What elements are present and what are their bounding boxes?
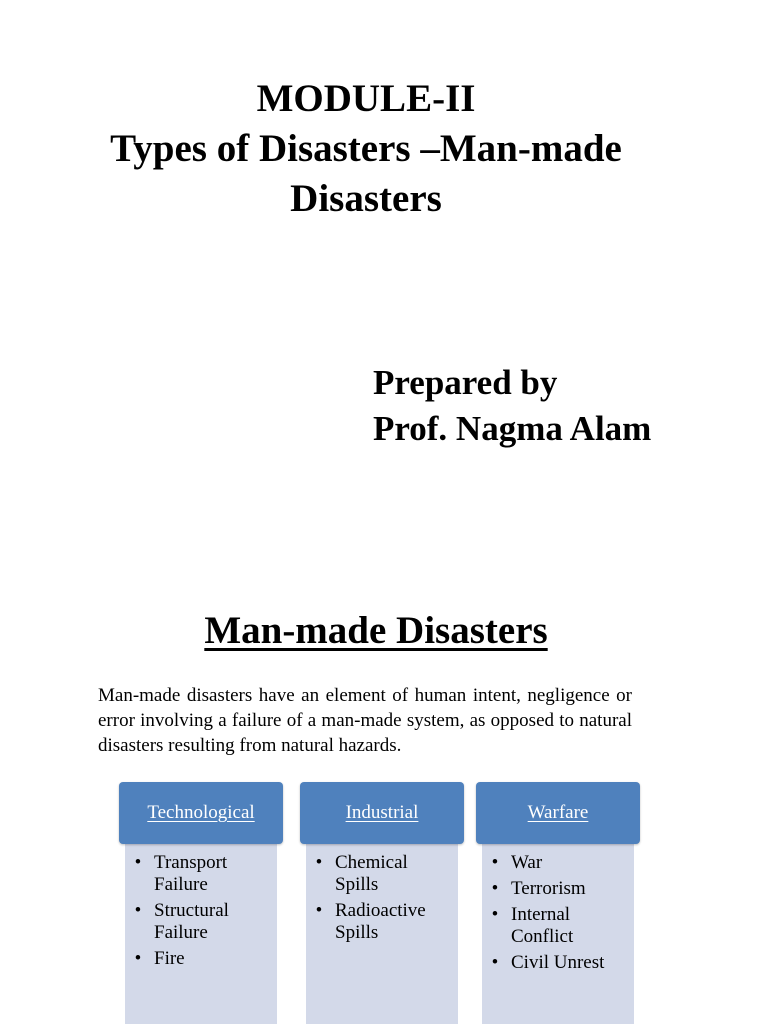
- category-warfare: [476, 782, 646, 1024]
- title-line-2: Types of Disasters –Man-made: [110, 127, 622, 170]
- category-industrial: [300, 782, 470, 1024]
- item-text-cont: Failure: [154, 922, 208, 943]
- list-item: [485, 878, 625, 900]
- list-item: [128, 852, 268, 896]
- category-list: [128, 852, 268, 974]
- item-text: Fire: [154, 948, 185, 969]
- author-credit: [373, 360, 651, 452]
- item-text: War: [511, 852, 543, 873]
- item-text: Internal: [511, 904, 571, 925]
- category-list: [485, 852, 625, 978]
- slide-heading: Man-made Disasters: [204, 609, 548, 652]
- item-text-cont: Spills: [335, 874, 379, 895]
- item-text: Radioactive: [335, 900, 426, 921]
- title-line-3: Disasters: [290, 177, 442, 220]
- list-item: [309, 900, 449, 944]
- author-name: Prof. Nagma Alam: [373, 409, 652, 448]
- bullet-icon: •: [134, 852, 142, 873]
- list-item: [128, 900, 268, 944]
- prepared-by-label: Prepared by: [373, 363, 558, 402]
- item-text-cont: Failure: [154, 874, 208, 895]
- item-text-cont: Conflict: [511, 926, 574, 947]
- item-text: Chemical: [335, 852, 408, 873]
- title-line-1: MODULE-II: [256, 77, 476, 120]
- content-slide: [0, 590, 768, 1024]
- bullet-icon: •: [491, 952, 499, 973]
- item-text: Civil Unrest: [511, 952, 605, 973]
- bullet-icon: •: [134, 948, 142, 969]
- category-technological: [119, 782, 289, 1024]
- list-item: [485, 952, 625, 974]
- item-text-cont: Spills: [335, 922, 379, 943]
- bullet-icon: •: [315, 900, 323, 921]
- module-title: [40, 74, 692, 224]
- list-item: [309, 852, 449, 896]
- category-header-industrial[interactable]: Industrial: [300, 782, 464, 844]
- bullet-icon: •: [315, 852, 323, 873]
- item-text: Transport: [154, 852, 228, 873]
- item-text: Structural: [154, 900, 229, 921]
- list-item: [485, 852, 625, 874]
- category-list: [309, 852, 449, 948]
- category-header-technological[interactable]: Technological: [119, 782, 283, 844]
- definition-paragraph: Man-made disasters have an element of human intent, negligence or error involving a failure of a man-made system, as opposed to natural disasters resulting from natural hazards.: [98, 685, 632, 756]
- bullet-icon: •: [491, 852, 499, 873]
- category-header-warfare[interactable]: Warfare: [476, 782, 640, 844]
- list-item: [485, 904, 625, 948]
- bullet-icon: •: [134, 900, 142, 921]
- list-item: [128, 948, 268, 970]
- item-text: Terrorism: [511, 878, 586, 899]
- bullet-icon: •: [491, 904, 499, 925]
- bullet-icon: •: [491, 878, 499, 899]
